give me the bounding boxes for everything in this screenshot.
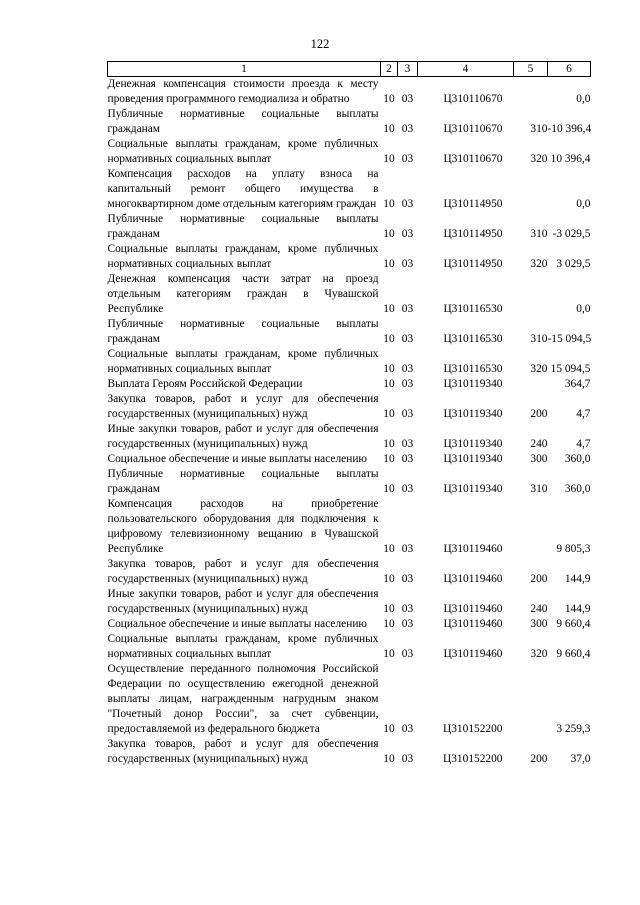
row-amount: 144,9 xyxy=(564,603,591,615)
row-section: 10 xyxy=(383,603,395,615)
row-target-code: Ц310110670 xyxy=(443,153,503,165)
table-row xyxy=(108,317,591,347)
row-name: Осуществление переданного полномочия Российской Федерации по осуществлению ежегодной денежной выплаты лицам, награжденным нагрудным знаком "Почетный донор России", за счет субвенции, предоставляемой из федерального бюджета xyxy=(107,663,379,735)
row-subsection: 03 xyxy=(401,543,414,555)
row-subsection: 03 xyxy=(401,483,414,495)
row-section: 10 xyxy=(383,123,395,135)
row-name: Денежная компенсация стоимости проезда к месту проведения программного гемодиализа и обратно xyxy=(107,78,379,105)
table-row xyxy=(108,167,591,212)
table-row xyxy=(108,347,591,377)
row-subsection: 03 xyxy=(401,603,414,615)
row-target-code: Ц310119460 xyxy=(443,543,503,555)
row-amount: 4,7 xyxy=(576,408,591,420)
row-expense-type xyxy=(514,77,548,108)
column-header-amount: 6 xyxy=(548,62,591,77)
row-name: Иные закупки товаров, работ и услуг для обеспечения государственных (муниципальных) нужд xyxy=(107,423,379,450)
table-row xyxy=(108,242,591,272)
column-header-subsection: 3 xyxy=(398,62,418,77)
row-subsection: 03 xyxy=(401,723,414,735)
row-name: Социальные выплаты гражданам, кроме публичных нормативных социальных выплат xyxy=(107,633,379,660)
row-section: 10 xyxy=(383,153,395,165)
row-subsection: 03 xyxy=(401,453,414,465)
row-subsection: 03 xyxy=(401,303,414,315)
row-subsection: 03 xyxy=(401,363,414,375)
table-row xyxy=(108,632,591,662)
table-row xyxy=(108,137,591,167)
row-expense-type: 320 xyxy=(530,153,548,165)
row-expense-type: 320 xyxy=(530,258,548,270)
row-name: Социальное обеспечение и иные выплаты населению xyxy=(107,453,367,465)
row-expense-type: 320 xyxy=(530,648,548,660)
page-number: 122 xyxy=(310,37,330,51)
row-amount: 4,7 xyxy=(576,438,591,450)
row-name: Закупка товаров, работ и услуг для обеспечения государственных (муниципальных) нужд xyxy=(107,738,379,765)
row-expense-type: 310 xyxy=(530,483,548,495)
row-name: Закупка товаров, работ и услуг для обеспечения государственных (муниципальных) нужд xyxy=(107,558,379,585)
row-target-code: Ц310114950 xyxy=(443,228,503,240)
row-name: Публичные нормативные социальные выплаты гражданам xyxy=(107,468,379,495)
row-target-code: Ц310119340 xyxy=(443,378,503,390)
row-target-code: Ц310119340 xyxy=(443,408,503,420)
row-name: Социальные выплаты гражданам, кроме публичных нормативных социальных выплат xyxy=(107,348,379,375)
row-name: Публичные нормативные социальные выплаты гражданам xyxy=(107,108,379,135)
table-row xyxy=(108,617,591,632)
row-target-code: Ц310119340 xyxy=(443,453,503,465)
row-section: 10 xyxy=(383,648,395,660)
row-section: 10 xyxy=(383,303,395,315)
row-subsection: 03 xyxy=(401,228,414,240)
row-amount: 0,0 xyxy=(576,198,591,210)
row-section: 10 xyxy=(383,618,395,630)
row-section: 10 xyxy=(383,438,395,450)
table-row xyxy=(108,377,591,392)
column-header-type: 5 xyxy=(514,62,548,77)
row-expense-type: 310 xyxy=(530,123,548,135)
row-expense-type xyxy=(514,272,548,317)
table-row xyxy=(108,557,591,587)
table-row xyxy=(108,452,591,467)
row-subsection: 03 xyxy=(401,198,414,210)
row-amount: 360,0 xyxy=(564,483,591,495)
row-section: 10 xyxy=(383,543,395,555)
row-section: 10 xyxy=(383,408,395,420)
row-amount: 144,9 xyxy=(564,573,591,585)
table-row xyxy=(108,662,591,737)
row-target-code: Ц310119460 xyxy=(443,648,503,660)
row-amount: 9 805,3 xyxy=(556,543,591,555)
row-subsection: 03 xyxy=(401,258,414,270)
column-header-code: 4 xyxy=(418,62,514,77)
column-header-name: 1 xyxy=(108,62,381,77)
table-row xyxy=(108,272,591,317)
row-name: Компенсация расходов на уплату взноса на капитальный ремонт общего имущества в многоквартирном доме отдельным категориям граждан xyxy=(107,168,379,210)
row-expense-type xyxy=(514,497,548,557)
row-subsection: 03 xyxy=(401,438,414,450)
row-subsection: 03 xyxy=(401,573,414,585)
row-target-code: Ц310114950 xyxy=(443,258,503,270)
row-expense-type: 310 xyxy=(530,228,548,240)
row-name: Закупка товаров, работ и услуг для обеспечения государственных (муниципальных) нужд xyxy=(107,393,379,420)
column-header-section: 2 xyxy=(381,62,398,77)
table-row xyxy=(108,392,591,422)
row-expense-type xyxy=(514,377,548,392)
row-subsection: 03 xyxy=(401,618,414,630)
row-amount: -10 396,4 xyxy=(547,123,592,135)
row-section: 10 xyxy=(383,573,395,585)
row-target-code: Ц310116530 xyxy=(443,303,503,315)
row-amount: 360,0 xyxy=(564,453,591,465)
table-row xyxy=(108,587,591,617)
row-expense-type: 240 xyxy=(530,603,548,615)
row-target-code: Ц310110670 xyxy=(443,93,503,105)
row-name: Иные закупки товаров, работ и услуг для обеспечения государственных (муниципальных) нужд xyxy=(107,588,379,615)
row-subsection: 03 xyxy=(401,408,414,420)
table-row xyxy=(108,107,591,137)
row-amount: 3 029,5 xyxy=(556,258,591,270)
row-subsection: 03 xyxy=(401,753,414,765)
row-section: 10 xyxy=(383,363,395,375)
row-target-code: Ц310116530 xyxy=(443,333,503,345)
table-row xyxy=(108,467,591,497)
row-target-code: Ц310152200 xyxy=(443,723,503,735)
row-name: Публичные нормативные социальные выплаты гражданам xyxy=(107,213,379,240)
row-section: 10 xyxy=(383,753,395,765)
row-section: 10 xyxy=(383,228,395,240)
row-amount: 15 094,5 xyxy=(550,363,591,375)
row-expense-type: 200 xyxy=(530,573,548,585)
row-subsection: 03 xyxy=(401,153,414,165)
table-row xyxy=(108,497,591,557)
budget-table xyxy=(107,61,591,767)
row-expense-type xyxy=(514,167,548,212)
row-target-code: Ц310152200 xyxy=(443,753,503,765)
row-subsection: 03 xyxy=(401,378,414,390)
row-expense-type: 300 xyxy=(530,453,548,465)
row-section: 10 xyxy=(383,483,395,495)
table-row xyxy=(108,422,591,452)
table-row xyxy=(108,77,591,108)
row-target-code: Ц310110670 xyxy=(443,123,503,135)
row-amount: 364,7 xyxy=(564,378,591,390)
row-amount: 0,0 xyxy=(576,93,591,105)
row-amount: 3 259,3 xyxy=(556,723,591,735)
row-name: Компенсация расходов на приобретение пользовательского оборудования для подключения к цифровому телевизионному вещанию в Чувашской Республике xyxy=(107,498,379,555)
row-target-code: Ц310119340 xyxy=(443,483,503,495)
row-section: 10 xyxy=(383,93,395,105)
row-target-code: Ц310116530 xyxy=(443,363,503,375)
row-name: Социальные выплаты гражданам, кроме публичных нормативных социальных выплат xyxy=(107,138,379,165)
row-amount: 9 660,4 xyxy=(556,618,591,630)
row-section: 10 xyxy=(383,198,395,210)
row-expense-type: 320 xyxy=(530,363,548,375)
row-subsection: 03 xyxy=(401,123,414,135)
row-subsection: 03 xyxy=(401,93,414,105)
row-expense-type: 240 xyxy=(530,438,548,450)
row-name: Социальное обеспечение и иные выплаты населению xyxy=(107,618,367,630)
table-header-row xyxy=(108,62,591,77)
row-subsection: 03 xyxy=(401,333,414,345)
row-section: 10 xyxy=(383,723,395,735)
row-target-code: Ц310119460 xyxy=(443,573,503,585)
row-name: Социальные выплаты гражданам, кроме публичных нормативных социальных выплат xyxy=(107,243,379,270)
row-target-code: Ц310119460 xyxy=(443,603,503,615)
row-amount: -15 094,5 xyxy=(547,333,592,345)
row-subsection: 03 xyxy=(401,648,414,660)
row-name: Денежная компенсация части затрат на проезд отдельным категориям граждан в Чувашской Республике xyxy=(107,273,379,315)
row-expense-type: 200 xyxy=(530,753,548,765)
row-section: 10 xyxy=(383,453,395,465)
row-target-code: Ц310114950 xyxy=(443,198,503,210)
row-amount: 0,0 xyxy=(576,303,591,315)
row-expense-type: 200 xyxy=(530,408,548,420)
row-target-code: Ц310119340 xyxy=(443,438,503,450)
table-row xyxy=(108,737,591,767)
row-target-code: Ц310119460 xyxy=(443,618,503,630)
row-expense-type: 310 xyxy=(530,333,548,345)
row-expense-type: 300 xyxy=(530,618,548,630)
row-section: 10 xyxy=(383,378,395,390)
row-amount: 37,0 xyxy=(570,753,591,765)
row-name: Публичные нормативные социальные выплаты гражданам xyxy=(107,318,379,345)
row-name: Выплата Героям Российской Федерации xyxy=(107,378,303,390)
table-row xyxy=(108,212,591,242)
row-section: 10 xyxy=(383,333,395,345)
row-amount: 10 396,4 xyxy=(550,153,591,165)
row-amount: 9 660,4 xyxy=(556,648,591,660)
row-expense-type xyxy=(514,662,548,737)
table-body xyxy=(108,77,591,768)
row-amount: -3 029,5 xyxy=(552,228,591,240)
row-section: 10 xyxy=(383,258,395,270)
